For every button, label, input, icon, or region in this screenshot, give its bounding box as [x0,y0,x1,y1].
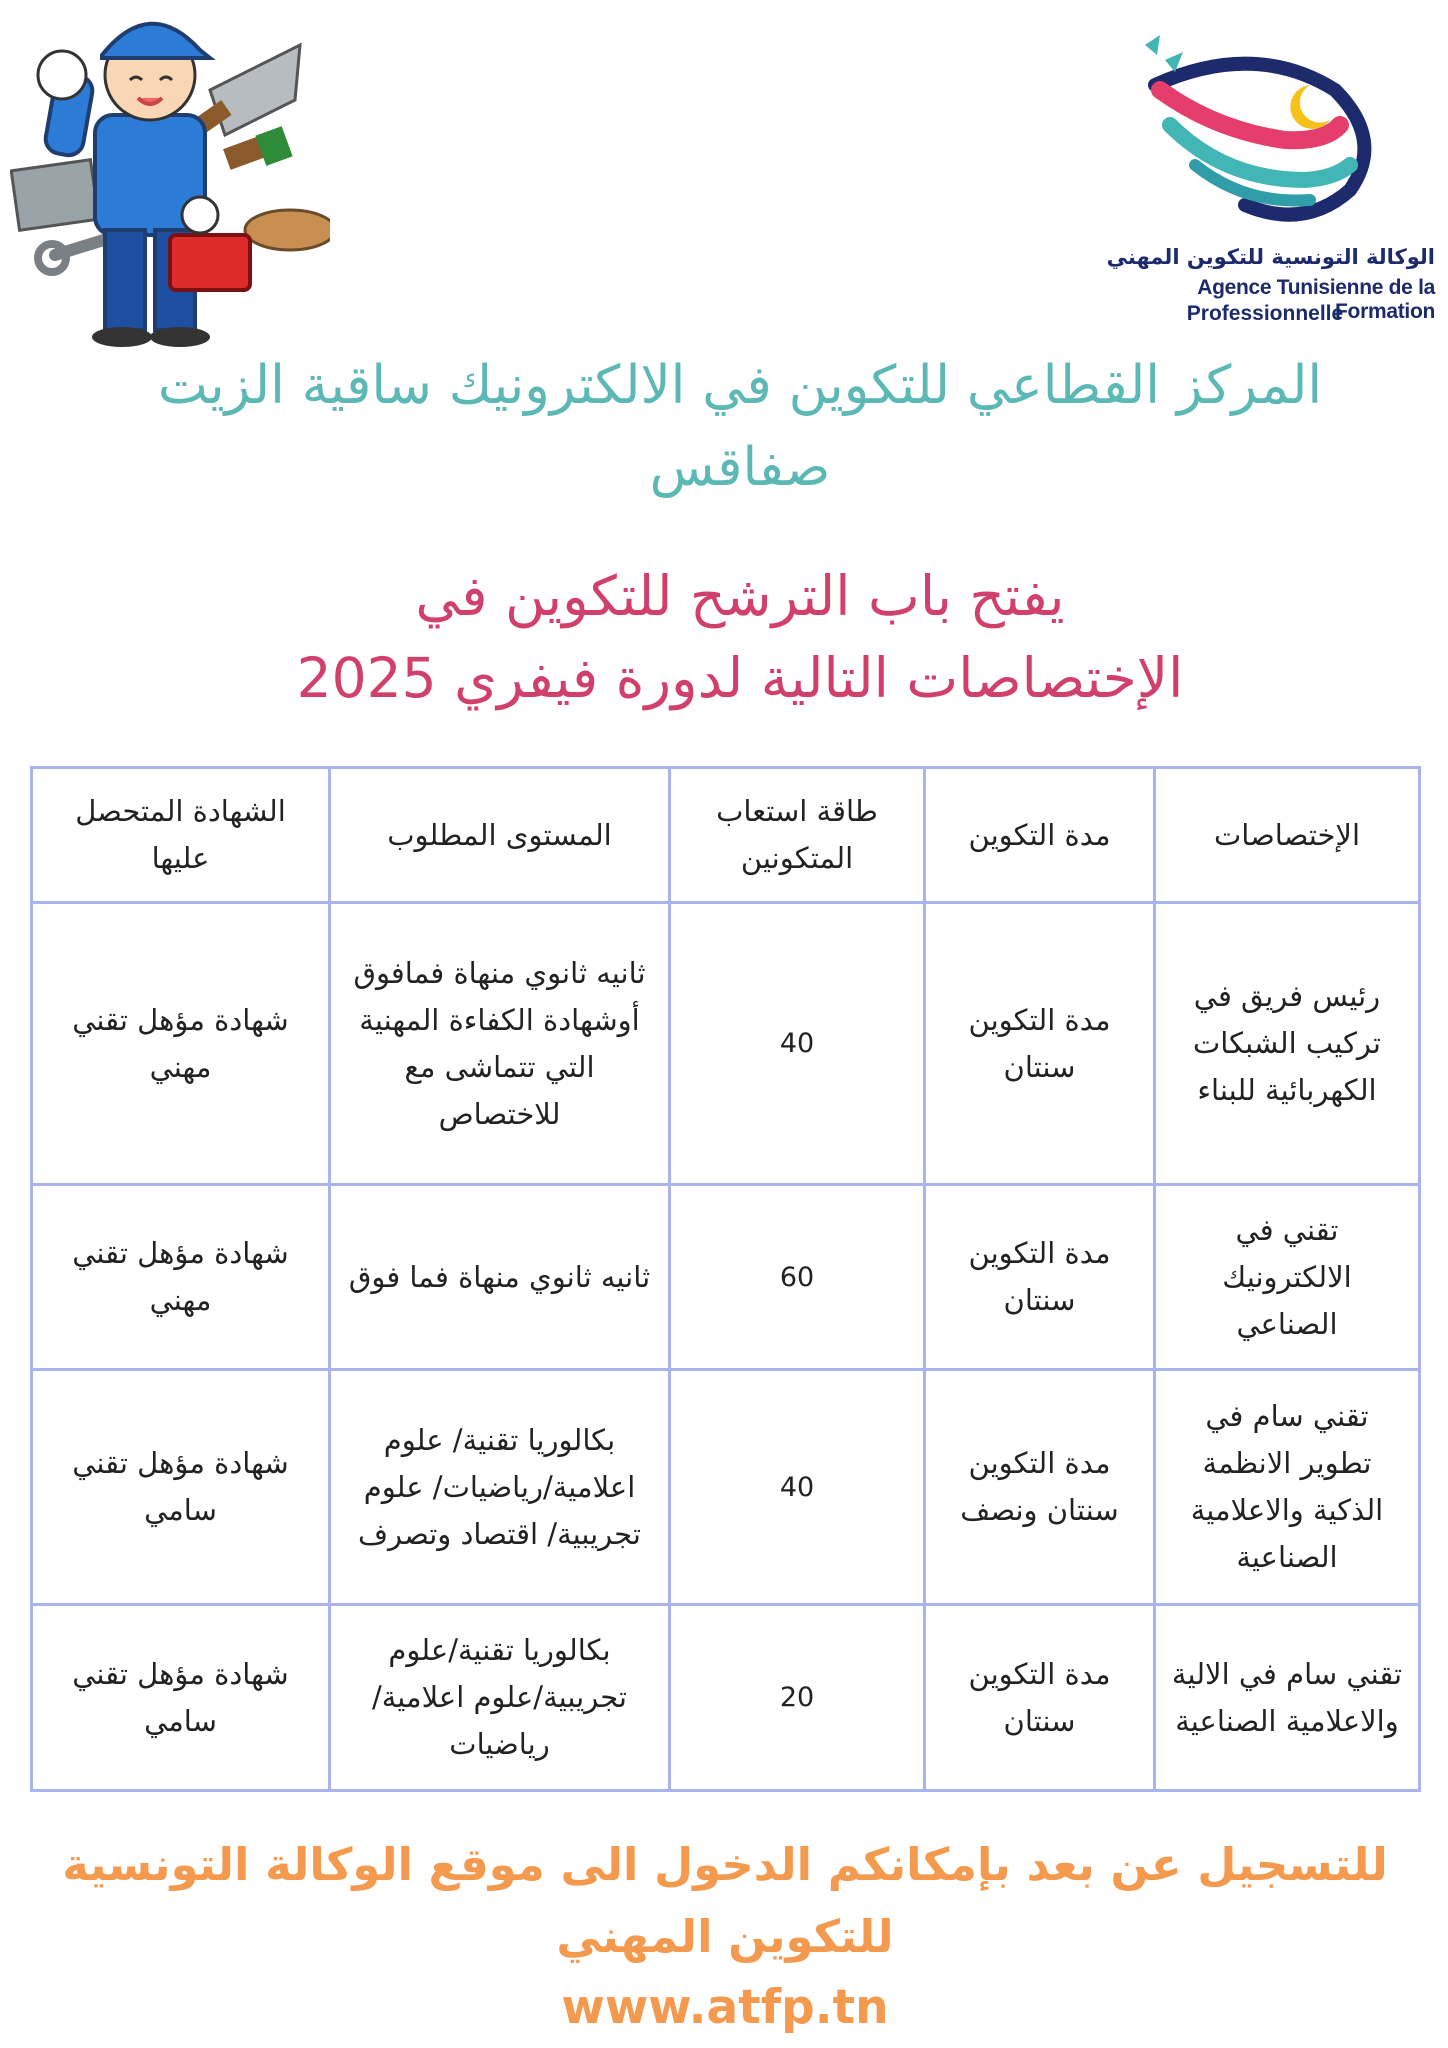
cell-required-level: ثانيه ثانوي منهاة فمافوق أوشهادة الكفاءة المهنية التي تتماشى مع للاختصاص [330,903,670,1185]
footer-registration-text-2: للتكوين المهني [556,1910,894,1963]
table-row [32,903,1420,1185]
cell-capacity: 40 [670,903,925,1185]
cell-required-level: بكالوريا تقنية/علوم تجريبية/علوم اعلامية/ رياضيات [330,1605,670,1791]
header-duration: مدة التكوين [925,768,1155,903]
cell-certificate: شهادة مؤهل تقني مهني [32,1185,330,1370]
cell-specialty: تقني سام في تطوير الانظمة الذكية والاعلامية الصناعية [1155,1370,1420,1605]
cell-certificate: شهادة مؤهل تقني مهني [32,903,330,1185]
cell-required-level: بكالوريا تقنية/ علوم اعلامية/رياضيات/ علوم تجريبية/ اقتصاد وتصرف [330,1370,670,1605]
cell-specialty: تقني في الالكترونيك الصناعي [1155,1185,1420,1370]
cell-duration: مدة التكوين سنتان ونصف [925,1370,1155,1605]
cell-duration: مدة التكوين سنتان [925,1185,1155,1370]
announcement-line-1: يفتح باب الترشح للتكوين في [415,564,1065,628]
header-certificate: الشهادة المتحصل عليها [32,768,330,903]
logo-french-name: Agence Tunisienne de la Formation [1197,276,1435,323]
logo-french-name-2: Professionnelle [1186,302,1344,325]
cell-duration: مدة التكوين سنتان [925,903,1155,1185]
header-capacity: طاقة استعاب المتكونين [670,768,925,903]
announcement-title [140,555,1340,719]
cell-duration: مدة التكوين سنتان [925,1605,1155,1791]
cell-certificate: شهادة مؤهل تقني سامي [32,1370,330,1605]
cell-capacity: 60 [670,1185,925,1370]
atfp-logo [1095,30,1435,330]
header-required-level: المستوى المطلوب [330,768,670,903]
header-specialty: الإختصاصات [1155,768,1420,903]
table-row [32,1185,1420,1370]
logo-arabic-name: الوكالة التونسية للتكوين المهني [1106,245,1435,269]
specialties-table [30,766,1421,1792]
cell-required-level: ثانيه ثانوي منهاة فما فوق [330,1185,670,1370]
footer-registration-text: للتسجيل عن بعد بإمكانكم الدخول الى موقع الوكالة التونسية [62,1838,1388,1891]
table-row [32,1370,1420,1605]
announcement-line-2: الإختصاصات التالية لدورة فيفري 2025 [296,646,1184,710]
cell-capacity: 40 [670,1370,925,1605]
cell-specialty: رئيس فريق في تركيب الشبكات الكهربائية للبناء [1155,903,1420,1185]
table-header-row [32,768,1420,903]
atfp-logo-mark [1135,30,1385,230]
worker-illustration [10,0,330,350]
footer-website-link[interactable]: www.atfp.tn [561,1980,889,2035]
table-row [32,1605,1420,1791]
cell-certificate: شهادة مؤهل تقني سامي [32,1605,330,1791]
cell-capacity: 20 [670,1605,925,1791]
center-name-title: المركز القطاعي للتكوين في الالكترونيك ساقية الزيت صفاقس [157,355,1323,498]
cell-specialty: تقني سام في الالية والاعلامية الصناعية [1155,1605,1420,1791]
